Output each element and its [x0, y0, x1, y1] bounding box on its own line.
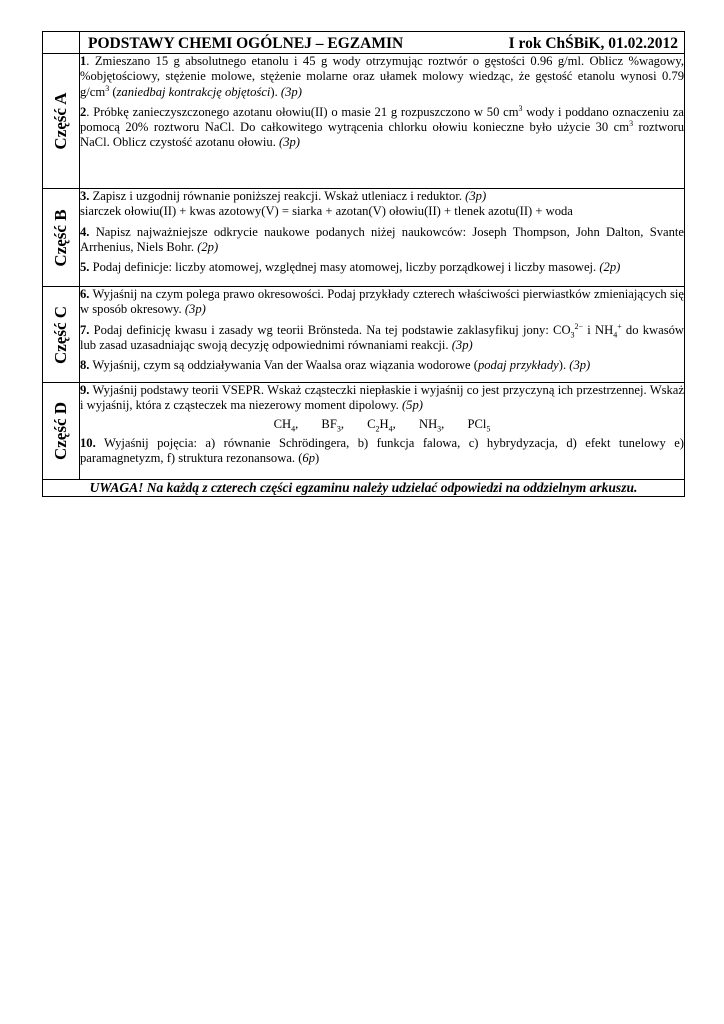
question-number: 3. — [80, 189, 90, 204]
question-4 — [80, 225, 684, 255]
part-a-label-cell — [43, 54, 80, 189]
question-number: 8. — [80, 358, 90, 373]
question-number: 1 — [80, 54, 87, 69]
superscript: 3 — [518, 103, 523, 113]
question-text: do kwasów lub zasad uzasadniając swoją decyzję odpowiednimi równaniami reakcji. — [80, 322, 684, 352]
header-corner-cell — [43, 32, 80, 54]
question-5 — [80, 260, 684, 275]
part-b-questions — [80, 189, 685, 287]
question-text: Wyjaśnij pojęcia: a) równanie Schrödingera, b) funkcja falowa, c) hybrydyzacja, d) efekt tunelowy e) paramagnetyzm, f) struktura rezonansowa. ( — [80, 435, 684, 466]
question-note: zaniedbaj kontrakcję objętości — [116, 84, 271, 99]
question-number: 10. — [80, 435, 96, 450]
question-10 — [80, 436, 684, 466]
question-points: (3p) — [279, 135, 300, 150]
exam-title-line — [88, 36, 678, 51]
part-c-label-cell — [43, 287, 80, 383]
question-text: Zapisz i uzgodnij równanie poniższej reakcji. Wskaż utleniacz i reduktor. — [89, 189, 466, 204]
question-text: ). — [270, 84, 281, 99]
question-number: 6. — [80, 287, 90, 302]
exam-sheet-table — [42, 31, 685, 497]
question-note: podaj przykłady — [477, 358, 559, 373]
question-points: 6p — [302, 451, 315, 466]
superscript: 3 — [629, 118, 634, 128]
superscript: 2− — [574, 321, 584, 331]
question-text: Podaj definicję kwasu i zasady wg teorii Brönsteda. Na tej podstawie zaklasyfikuj jony: CO — [89, 322, 571, 337]
part-d-row — [43, 383, 685, 480]
question-3 — [80, 189, 684, 204]
exam-course-date: I rok ChŚBiK, 01.02.2012 — [508, 35, 678, 52]
question-text: Wyjaśnij, czym są oddziaływania Van der Waalsa oraz wiązania wodorowe ( — [89, 358, 478, 373]
question-text: i NH — [583, 322, 614, 337]
part-d-label-cell — [43, 383, 80, 480]
question-number: 4. — [80, 224, 90, 239]
question-number: 7. — [80, 322, 90, 337]
exam-title: PODSTAWY CHEMI OGÓLNEJ – EGZAMIN — [88, 35, 404, 52]
question-text: . Zmieszano 15 g absolutnego etanolu i 45 g wody otrzymując roztwór o gęstości 0.96 g/ml. Oblicz %wagowy, %objętościowy, stężenie molowe, stężenie molarne oraz ułamek molowy wiedząc, że gęstość etanolu wynosi 0.79 g/cm — [80, 54, 684, 99]
molecule-formulas — [80, 417, 684, 432]
part-b-label-cell — [43, 189, 80, 287]
question-2 — [80, 105, 684, 151]
subscript: 4 — [613, 330, 618, 340]
question-number: 5. — [80, 260, 90, 275]
question-number: 9. — [80, 383, 90, 398]
formula-nh3: $NH_3$, — [418, 416, 445, 434]
question-points: (3p) — [451, 337, 473, 352]
footer-note: UWAGA! Na każdą z czterech części egzaminu należy udzielać odpowiedzi na oddzielnym arkuszu. — [43, 480, 685, 497]
question-points: (3p) — [184, 302, 206, 317]
question-8 — [80, 358, 684, 373]
question-text: roztworu NaCl. Oblicz czystość azotanu ołowiu. — [80, 120, 684, 150]
question-text: . Próbkę zanieczyszczonego azotanu ołowiu(II) o masie 21 g rozpuszczono w 50 cm — [86, 104, 519, 119]
formula-pcl5: PCl$_5$ — [467, 416, 491, 434]
question-7 — [80, 323, 684, 353]
question-text: ( — [109, 84, 117, 99]
question-6 — [80, 287, 684, 317]
question-points: (2p) — [599, 260, 621, 275]
part-c-label: Część C — [51, 305, 70, 364]
part-c-questions — [80, 287, 685, 383]
part-d-questions — [80, 383, 685, 480]
superscript: 3 — [105, 83, 110, 93]
part-a-label: Część A — [51, 92, 70, 150]
part-b-row — [43, 189, 685, 287]
question-points: (3p) — [569, 358, 591, 373]
question-text: ). — [558, 358, 570, 373]
question-points: (3p) — [280, 84, 302, 99]
question-text: Napisz najważniejsze odkrycie naukowe podanych niżej naukowców: Joseph Thompson, John Dalton, Svante Arrhenius, Niels Bohr. — [80, 224, 684, 254]
part-a-questions — [80, 54, 685, 189]
question-text: ) — [315, 451, 320, 466]
question-9 — [80, 383, 684, 413]
formula-bf3: $BF_3$, — [321, 416, 344, 434]
part-c-row — [43, 287, 685, 383]
question-points: (2p) — [197, 239, 219, 254]
question-points: (3p) — [465, 189, 487, 204]
question-text: Wyjaśnij podstawy teorii VSEPR. Wskaż cząsteczki niepłaskie i wyjaśnij co jest przyczyną ich przestrzennej. Wskaż i wyjaśnij, która z cząsteczek ma niezerowy moment dipolowy. — [80, 383, 684, 413]
header-cell — [80, 32, 685, 54]
superscript: + — [617, 321, 622, 331]
formula-ch4: $CH_4$, — [273, 416, 299, 434]
question-1 — [80, 54, 684, 100]
subscript: 3 — [570, 330, 575, 340]
question-points: (5p) — [401, 398, 423, 413]
footer-row — [43, 480, 685, 497]
part-d-label: Część D — [51, 402, 70, 461]
question-number: 2 — [80, 104, 87, 119]
question-text: wody i poddano oznaczeniu za pomocą 20% roztworu NaCl. Do całkowitego wytrącenia chlorku ołowiu konieczne było użycie 30 cm — [80, 104, 684, 135]
question-text: Wyjaśnij na czym polega prawo okresowości. Podaj przykłady czterech właściwości pierwiastków zmieniających się w sposób okresowy. — [80, 287, 684, 317]
header-row — [43, 32, 685, 54]
question-text: Podaj definicje: liczby atomowej, względnej masy atomowej, liczby porządkowej i liczby masowej. — [89, 260, 600, 275]
part-b-label: Część B — [51, 209, 70, 267]
formula-c2h4: $C_2H_4$, — [367, 416, 396, 434]
reaction-equation: siarczek ołowiu(II) + kwas azotowy(V) = siarka + azotan(V) ołowiu(II) + tlenek azotu(II) + woda — [80, 204, 573, 219]
part-a-row — [43, 54, 685, 189]
